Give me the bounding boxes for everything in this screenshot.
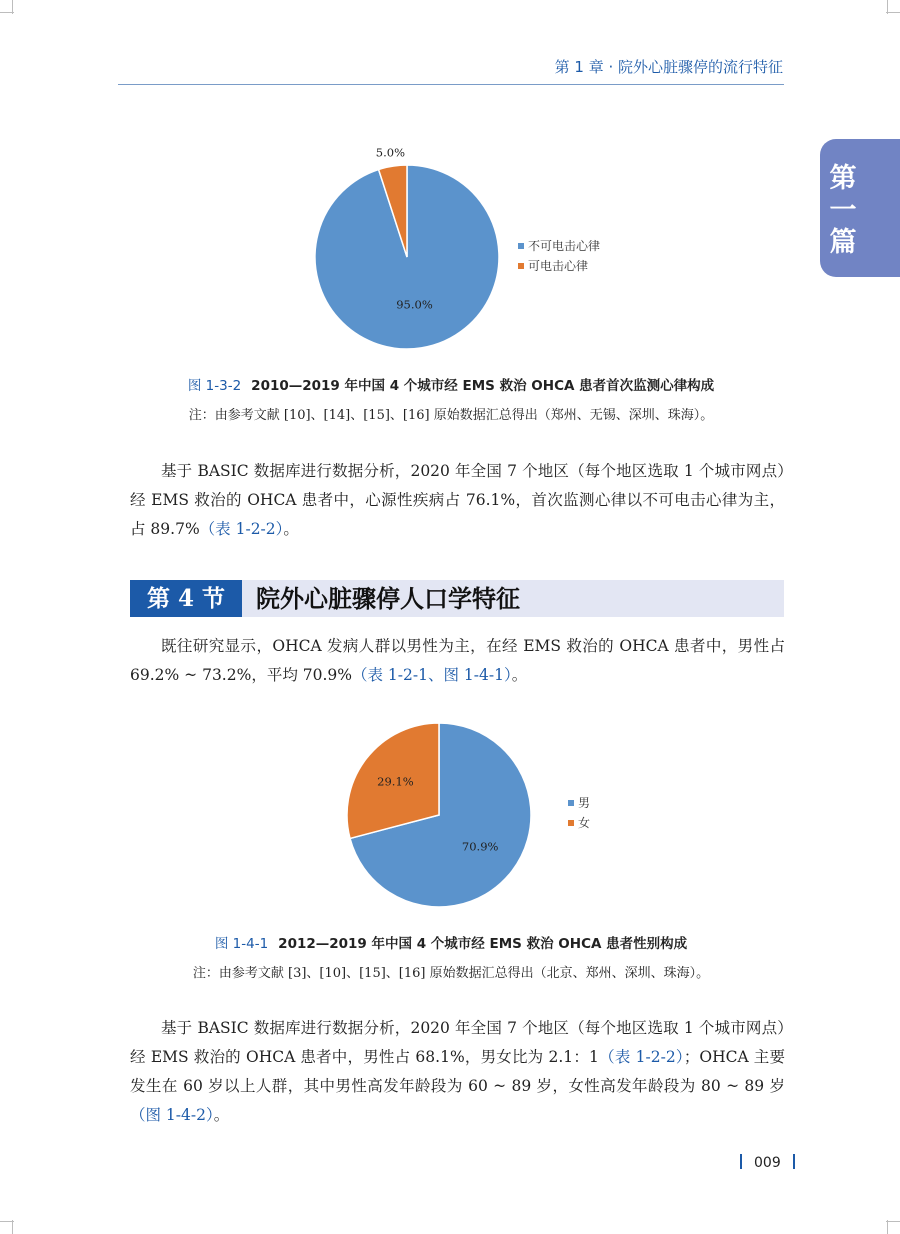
part-side-tab	[820, 139, 900, 277]
pie-data-label: 95.0%	[396, 297, 433, 312]
legend-entry: 可电击心律	[528, 259, 589, 273]
section-heading	[130, 580, 784, 617]
legend-swatch	[518, 243, 524, 249]
running-head: 第 1 章 · 院外心脏骤停的流行特征	[554, 58, 783, 76]
figure-title: 2010—2019 年中国 4 个城市经 EMS 救治 OHCA 患者首次监测心律构成	[251, 378, 715, 394]
figure-title: 2012—2019 年中国 4 个城市经 EMS 救治 OHCA 患者性别构成	[278, 936, 688, 952]
table-figure-reference-link[interactable]: （表 1-2-1、图 1-4-1）	[352, 666, 512, 684]
pie-chart-sex	[330, 710, 630, 920]
crop-mark	[887, 0, 888, 14]
body-paragraph	[130, 457, 785, 544]
header-rule	[118, 84, 784, 85]
side-tab-label: 第一篇	[829, 163, 857, 258]
figure-number: 图 1-4-1	[214, 936, 269, 952]
pie-data-label: 29.1%	[377, 774, 414, 789]
page-number-bar	[793, 1154, 795, 1169]
figure-note: 注：由参考文献 [3]、[10]、[15]、[16] 原始数据汇总得出（北京、郑州、深圳、珠海）。	[192, 966, 710, 981]
paragraph-text: 既往研究显示，OHCA 发病人群以男性为主，在经 EMS 救治的 OHCA 患者中，男性占 69.2% ~ 73.2%，平均 70.9%	[130, 637, 785, 684]
paragraph-text: ；OHCA 主要发生在 60 岁以上人群，其中男性高发年龄段为 60 ~ 89 岁，女性高发年龄段为 80 ~ 89 岁	[130, 1048, 785, 1095]
figure-note: 注：由参考文献 [10]、[14]、[15]、[16] 原始数据汇总得出（郑州、无锡、深圳、珠海）。	[188, 408, 714, 423]
crop-mark	[887, 1220, 888, 1234]
crop-mark	[886, 12, 900, 13]
table-reference-link[interactable]: （表 1-2-2）	[199, 520, 284, 538]
paragraph-end: 。	[283, 520, 299, 538]
figure-caption	[118, 374, 784, 394]
legend-swatch	[518, 263, 524, 269]
legend-entry: 不可电击心律	[528, 239, 601, 253]
page-number	[728, 1154, 807, 1171]
crop-mark	[12, 0, 13, 14]
section-title: 院外心脏骤停人口学特征	[256, 584, 520, 613]
page-number-text: 009	[754, 1155, 781, 1171]
body-paragraph	[130, 1014, 785, 1130]
pie-data-label: 5.0%	[375, 145, 406, 160]
body-paragraph	[130, 632, 785, 690]
paragraph-end: 。	[511, 666, 528, 684]
crop-mark	[12, 1220, 13, 1234]
legend-swatch	[568, 800, 574, 806]
pie-chart-heart-rhythm	[300, 145, 640, 357]
figure-reference-link[interactable]: （图 1-4-2）	[130, 1106, 214, 1124]
legend-entry: 女	[578, 816, 591, 830]
paragraph-text: 基于 BASIC 数据库进行数据分析，2020 年全国 7 个地区（每个地区选取 1 个城市网点）经 EMS 救治的 OHCA 患者中，心源性疾病占 76.1%，首次监测心律以不可电击心律为主，占 89.7%	[130, 462, 785, 538]
crop-mark	[886, 1221, 900, 1222]
page-number-bar	[740, 1154, 742, 1169]
table-reference-link[interactable]: （表 1-2-2）	[598, 1048, 684, 1066]
figure-caption	[118, 932, 784, 952]
legend-entry: 男	[578, 796, 591, 810]
pie-data-label: 70.9%	[461, 839, 499, 854]
paragraph-text: 基于 BASIC 数据库进行数据分析，2020 年全国 7 个地区（每个地区选取 1 个城市网点）经 EMS 救治的 OHCA 患者中，男性占 68.1%，男女比为 2.1：1	[130, 1019, 785, 1066]
figure-number: 图 1-3-2	[187, 378, 242, 394]
paragraph-end: 。	[213, 1106, 230, 1124]
section-number: 第 4 节	[130, 580, 242, 617]
legend-swatch	[568, 820, 574, 826]
